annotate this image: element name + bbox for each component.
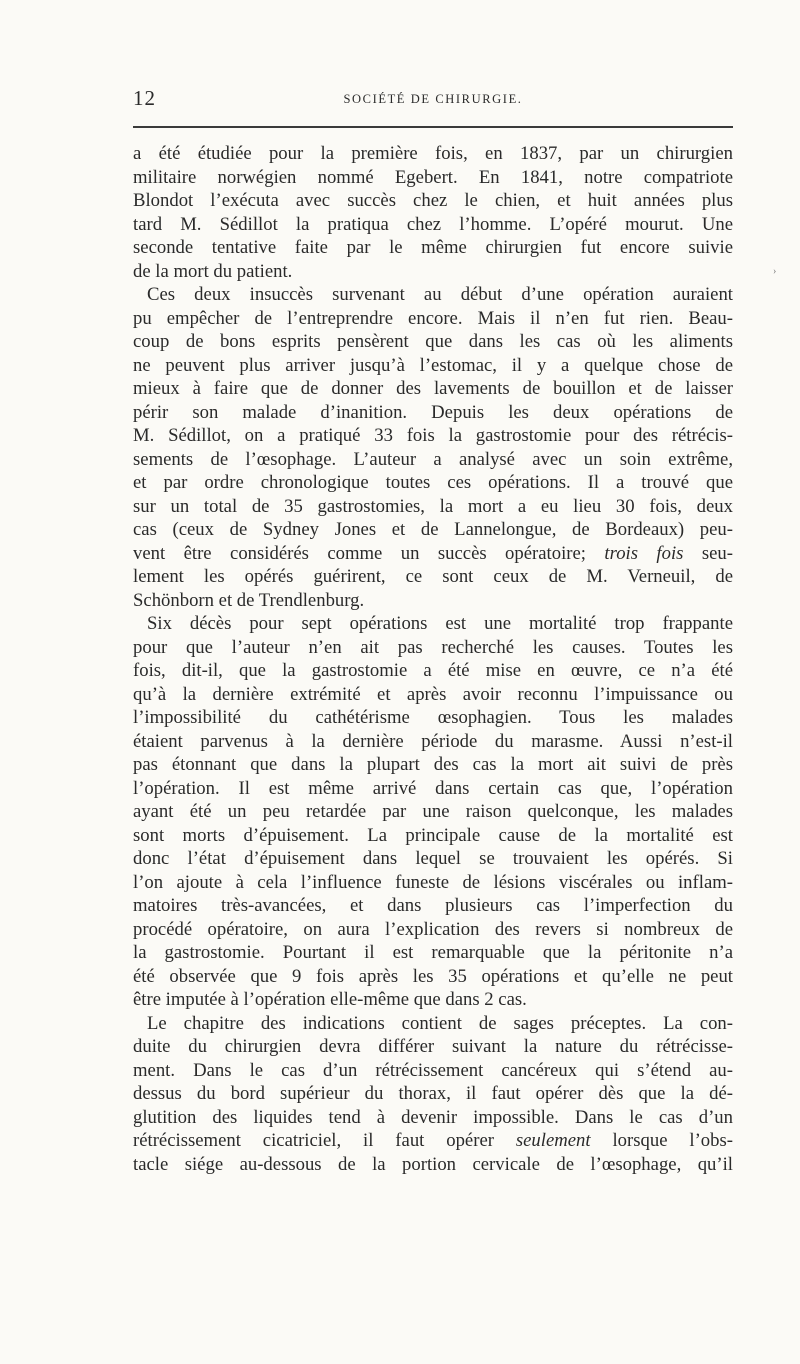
text-line: Schönborn et de Trendlenburg. xyxy=(133,589,365,611)
text-line: cas (ceux de Sydney Jones et de Lannelongue, de Bordeaux) peu- xyxy=(133,519,733,540)
text-line: l’on ajoute à cela l’influence funeste de lésions viscérales ou inflam- xyxy=(133,871,733,893)
text-line: ne peuvent plus arriver jusqu’à l’estomac, il y a quelque chose de xyxy=(133,354,733,376)
body-text xyxy=(133,142,733,1176)
text-line: donc l’état d’épuisement dans lequel se trouvaient les opérés. Si xyxy=(133,848,733,869)
text-line: être imputée à l’opération elle-même que dans 2 cas. xyxy=(133,989,527,1010)
text-line: glutition des liquides tend à devenir impossible. Dans le cas d’un xyxy=(133,1106,733,1128)
text-line: mieux à faire que de donner des lavements de bouillon et de laisser xyxy=(133,378,733,399)
text-line: l’opération. Il est même arrivé dans certain cas que, l’opération xyxy=(133,777,733,799)
text-line: coup de bons esprits pensèrent que dans les cas où les aliments xyxy=(133,331,733,352)
text-line: qu’à la dernière extrémité et après avoir reconnu l’impuissance ou xyxy=(133,683,733,705)
text-line: procédé opératoire, on aura l’explication des revers si nombreux de xyxy=(133,918,733,940)
text-line: pour que l’auteur n’en ait pas recherché les causes. Toutes les xyxy=(133,636,733,658)
text-line: rétrécissement cicatriciel, il faut opérer seulement lorsque l’obs- xyxy=(133,1130,733,1151)
running-head xyxy=(133,86,733,116)
text-line: lement les opérés guérirent, ce sont ceux de M. Verneuil, de xyxy=(133,566,733,587)
text-line: sements de l’œsophage. L’auteur a analysé avec un soin extrême, xyxy=(133,448,733,470)
text-line: Six décès pour sept opérations est une mortalité trop frappante xyxy=(147,613,733,634)
margin-mark: › xyxy=(773,266,777,277)
text-line: Blondot l’exécuta avec succès chez le chien, et huit années plus xyxy=(133,190,733,211)
text-line: Le chapitre des indications contient de sages préceptes. La con- xyxy=(147,1012,733,1034)
header-rule xyxy=(133,126,733,128)
page-number: 12 xyxy=(133,86,156,110)
text-line: seconde tentative faite par le même chirurgien fut encore suivie xyxy=(133,237,733,258)
text-line: et par ordre chronologique toutes ces opérations. Il a trouvé que xyxy=(133,472,733,493)
text-line: tard M. Sédillot la pratiqua chez l’homme. L’opéré mourut. Une xyxy=(133,213,733,235)
text-line: la gastrostomie. Pourtant il est remarquable que la péritonite n’a xyxy=(133,942,733,963)
text-line: de la mort du patient. xyxy=(133,260,293,282)
text-line: pu empêcher de l’entreprendre encore. Mais il n’en fut rien. Beau- xyxy=(133,307,733,329)
text-line: dessus du bord supérieur du thorax, il faut opérer dès que la dé- xyxy=(133,1083,733,1104)
text-line: M. Sédillot, on a pratiqué 33 fois la gastrostomie pour des rétrécis- xyxy=(133,425,733,446)
text-line: sur un total de 35 gastrostomies, la mort a eu lieu 30 fois, deux xyxy=(133,495,733,517)
text-line: étaient parvenus à la dernière période du marasme. Aussi n’est-il xyxy=(133,730,733,752)
text-line: sont morts d’épuisement. La principale cause de la mortalité est xyxy=(133,824,733,846)
text-line: ment. Dans le cas d’un rétrécissement cancéreux qui s’étend au- xyxy=(133,1059,733,1081)
text-line: pas étonnant que dans la plupart des cas la mort ait suivi de près xyxy=(133,754,733,775)
text-line: l’impossibilité du cathétérisme œsophagien. Tous les malades xyxy=(133,707,733,728)
text-line: militaire norwégien nommé Egebert. En 1841, notre compatriote xyxy=(133,166,733,188)
text-line: fois, dit-il, que la gastrostomie a été mise en œuvre, ce n’a été xyxy=(133,660,733,681)
text-line: Ces deux insuccès survenant au début d’une opération auraient xyxy=(147,284,733,305)
text-line: a été étudiée pour la première fois, en 1837, par un chirurgien xyxy=(133,143,733,164)
text-line: été observée que 9 fois après les 35 opérations et qu’elle ne peut xyxy=(133,965,733,987)
running-title: SOCIÉTÉ DE CHIRURGIE. xyxy=(343,92,523,106)
text-line: vent être considérés comme un succès opératoire; trois fois seu- xyxy=(133,542,733,564)
text-line: périr son malade d’inanition. Depuis les deux opérations de xyxy=(133,401,733,423)
text-line: matoires très-avancées, et dans plusieurs cas l’imperfection du xyxy=(133,895,733,916)
text-line: tacle siége au-dessous de la portion cervicale de l’œsophage, qu’il xyxy=(133,1153,733,1175)
text-line: duite du chirurgien devra différer suivant la nature du rétrécisse- xyxy=(133,1036,733,1057)
text-line: ayant été un peu retardée par une raison quelconque, les malades xyxy=(133,801,733,822)
